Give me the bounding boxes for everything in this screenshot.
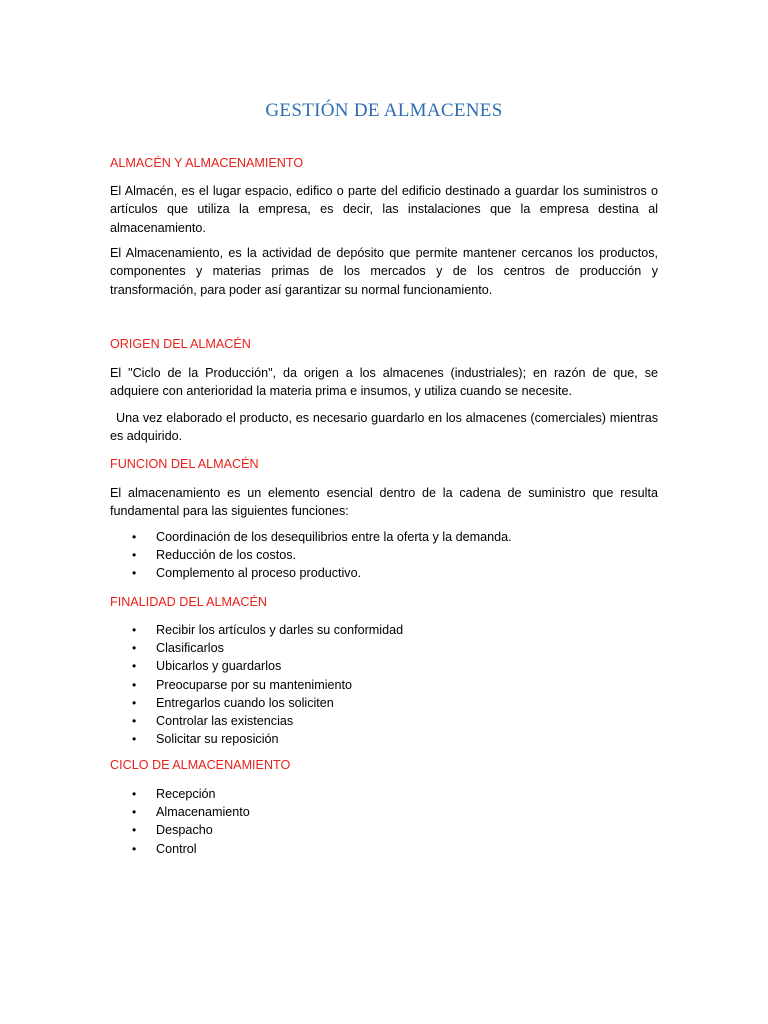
list-item: • Clasificarlos [110, 639, 658, 657]
bullet-icon: • [132, 823, 137, 838]
paragraph-origen-comercial: Una vez elaborado el producto, es necesario guardarlo en los almacenes (comerciales) mientras es adquirido. [110, 411, 658, 444]
list-item: • Solicitar su reposición [110, 730, 658, 748]
list-item: • Coordinación de los desequilibrios entre la oferta y la demanda. [110, 528, 658, 546]
bullet-icon: • [132, 659, 137, 674]
list-item: • Reducción de los costos. [110, 546, 658, 564]
list-item: • Recepción [110, 785, 658, 803]
bullet-icon: • [132, 714, 137, 729]
section-heading-funcion: FUNCION DEL ALMACÉN [110, 457, 259, 471]
paragraph-almacen-definition: El Almacén, es el lugar espacio, edifico o parte del edificio destinado a guardar los suministros o artículos que utiliza la empresa, es decir, las instalaciones que la empresa destina al almacenamiento. [110, 184, 658, 235]
bullet-icon: • [132, 530, 137, 544]
list-item: • Control [110, 840, 658, 858]
paragraph-origen-ciclo: El "Ciclo de la Producción", da origen a los almacenes (industriales); en razón de que, se adquiere con anterioridad la materia prima e insumos, y utiliza cuando se necesite. [110, 366, 658, 399]
document-page [110, 0, 658, 1024]
finalidad-list [110, 621, 658, 748]
paragraph-funcion: El almacenamiento es un elemento esencial dentro de la cadena de suministro que resulta fundamental para las siguientes funciones: [110, 486, 658, 519]
funcion-list [110, 528, 658, 583]
ciclo-list [110, 785, 658, 858]
bullet-icon: • [132, 787, 137, 801]
bullet-icon: • [132, 677, 137, 692]
list-item: • Despacho [110, 821, 658, 839]
list-item: • Controlar las existencias [110, 712, 658, 730]
bullet-icon: • [132, 566, 137, 581]
list-item: • Entregarlos cuando los soliciten [110, 694, 658, 712]
bullet-icon: • [132, 695, 137, 710]
list-item: • Complemento al proceso productivo. [110, 564, 658, 582]
bullet-icon: • [132, 732, 137, 747]
section-heading-origen: ORIGEN DEL ALMACÉN [110, 337, 251, 351]
bullet-icon: • [132, 623, 137, 637]
list-item: • Recibir los artículos y darles su conformidad [110, 621, 658, 639]
list-item: • Preocuparse por su mantenimiento [110, 676, 658, 694]
bullet-icon: • [132, 641, 137, 656]
section-heading-ciclo: CICLO DE ALMACENAMIENTO [110, 758, 291, 772]
bullet-icon: • [132, 805, 137, 820]
document-title: GESTIÓN DE ALMACENES [265, 100, 503, 121]
bullet-icon: • [132, 548, 137, 563]
section-heading-finalidad: FINALIDAD DEL ALMACÉN [110, 595, 267, 609]
bullet-icon: • [132, 841, 137, 856]
paragraph-almacenamiento-definition: El Almacenamiento, es la actividad de depósito que permite mantener cercanos los productos, componentes y materias primas de los mercados y de los centros de producción y transformación, para poder así garantizar su normal funcionamiento. [110, 246, 658, 297]
section-heading-almacen: ALMACÉN Y ALMACENAMIENTO [110, 156, 304, 170]
list-item: • Almacenamiento [110, 803, 658, 821]
list-item: • Ubicarlos y guardarlos [110, 657, 658, 675]
